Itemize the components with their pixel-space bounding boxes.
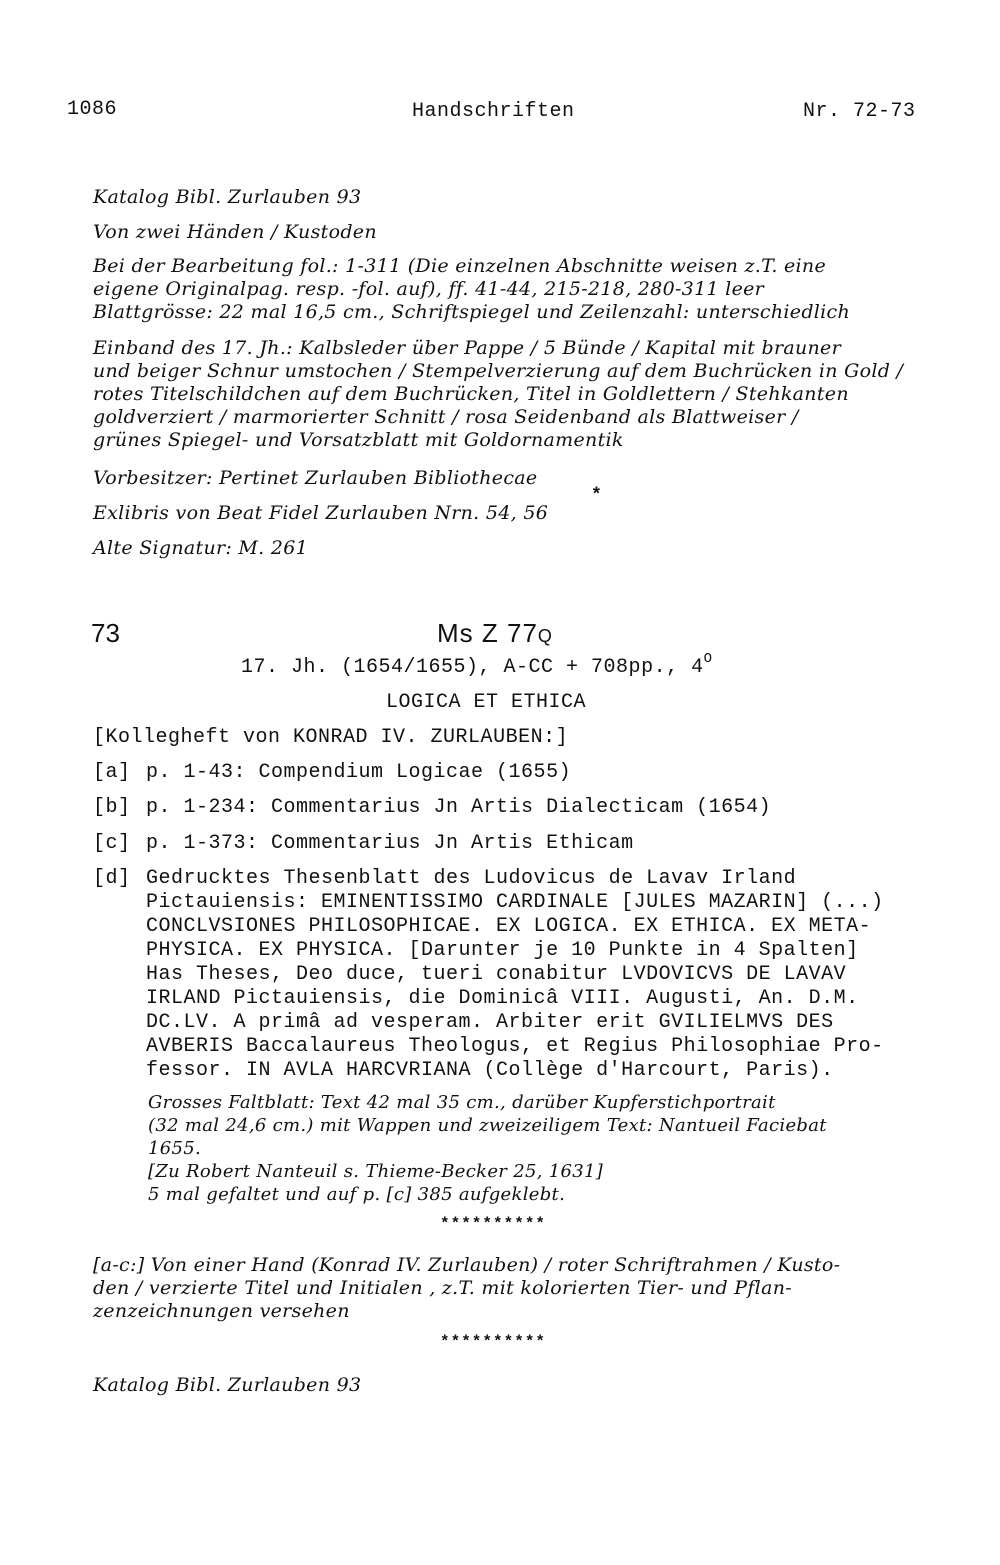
item-d-note [148,1091,827,1206]
prev-einband [93,337,903,452]
item-d-line: DC.LV. A primâ ad vesperam. Arbiter erit GVILIELMVS DES [146,1011,834,1034]
dating [241,651,713,679]
bearbeitung-line: Blattgrösse: 22 mal 16,5 cm., Schriftspiegel und Zeilenzahl: unterschiedlich [93,301,851,323]
einband-line: rotes Titelschildchen auf dem Buchrücken, Titel in Goldlettern / Stehkanten [93,383,849,405]
prev-vorbesitzer: Vorbesitzer: Pertinet Zurlauben Bibliothecae [93,467,538,489]
entry-title: LOGICA ET ETHICA [386,691,587,714]
item-label: [b] [93,796,131,819]
hand-description [93,1254,840,1323]
item-d-line: Pictauiensis: EMINENTISSIMO CARDINALE [JULES MAZARIN] (...) [146,891,884,914]
item-text: p. 1-234: Commentarius Jn Artis Dialecticam (1654) [146,796,772,819]
entry-range: Nr. 72-73 [803,100,916,123]
einband-line: goldverziert / marmorierter Schnitt / rosa Seidenband als Blattweiser / [93,406,799,428]
item-text: p. 1-373: Commentarius Jn Artis Ethicam [146,832,634,855]
einband-line: und beiger Schnur umstochen / Stempelverzierung auf dem Buchrücken in Gold / [93,360,904,382]
item-label: [d] [93,867,131,890]
item-text: p. 1-43: Compendium Logicae (1655) [146,761,572,784]
item-label: [a] [93,761,131,784]
note-line: 1655. [148,1138,202,1159]
item-d-line: CONCLVSIONES PHILOSOPHICAE. EX LOGICA. EX ETHICA. EX META- [146,915,872,938]
note-line: Grosses Faltblatt: Text 42 mal 35 cm., darüber Kupferstichportrait [148,1092,776,1113]
item-d-line: PHYSICA. EX PHYSICA. [Darunter je 10 Punkte in 4 Spalten] [146,939,859,962]
item-d-line: fessor. IN AVLA HARCVRIANA (Collège d'Harcourt, Paris). [146,1059,834,1082]
entry-katalog: Katalog Bibl. Zurlauben 93 [93,1374,362,1396]
dating-text: 17. Jh. (1654/1655), A-CC + 708pp., 4 [241,656,704,679]
bearbeitung-line: eigene Originalpag. resp. -fol. auf), ff. 41-44, 215-218, 280-311 leer [93,278,765,300]
page-number: 1086 [67,98,118,121]
item-d-line: AVBERIS Baccalaureus Theologus, et Regius Philosophiae Pro- [146,1035,884,1058]
shelfmark-suffix: Q [537,626,553,646]
prev-signatur: Alte Signatur: M. 261 [93,537,309,559]
einband-line: grünes Spiegel- und Vorsatzblatt mit Goldornamentik [93,429,624,451]
hand-line: den / verzierte Titel und Initialen , z.T. mit kolorierten Tier- und Pflan- [93,1277,792,1299]
format-superscript: O [703,651,713,667]
note-line: (32 mal 24,6 cm.) mit Wappen und zweizeiligem Text: Nantueil Faciebat [148,1115,827,1136]
entry-number: 73 [91,618,120,648]
exlibris-asterisk: * [591,486,603,506]
prev-haende: Von zwei Händen / Kustoden [93,221,377,243]
prev-exlibris: Exlibris von Beat Fidel Zurlauben Nrn. 54, 56 [93,502,549,524]
note-line: 5 mal gefaltet und auf p. [c] 385 aufgeklebt. [148,1184,566,1205]
einband-line: Einband des 17. Jh.: Kalbsleder über Pappe / 5 Bünde / Kapital mit brauner [93,337,841,359]
hand-line: [a-c:] Von einer Hand (Konrad IV. Zurlauben) / roter Schriftrahmen / Kusto- [93,1254,841,1276]
item-d-line: IRLAND Pictauiensis, die Dominicâ VIII. Augusti, An. D.M. [146,987,859,1010]
shelfmark [437,618,553,649]
hand-line: zenzeichnungen versehen [93,1300,350,1322]
note-line: [Zu Robert Nanteuil s. Thieme-Becker 25, 1631] [148,1161,604,1182]
running-title: Handschriften [412,100,575,123]
prev-katalog: Katalog Bibl. Zurlauben 93 [93,186,362,208]
item-d-line: Gedrucktes Thesenblatt des Ludovicus de Lavav Irland [146,867,797,890]
shelfmark-main: Ms Z 77 [437,618,538,648]
prev-bearbeitung [93,255,850,324]
separator-stars: ********** [440,1215,547,1233]
item-label: [c] [93,832,131,855]
separator-stars: ********** [440,1333,547,1351]
item-d-line: Has Theses, Deo duce, tueri conabitur LVDOVICVS DE LAVAV [146,963,847,986]
kollegheft: [Kollegheft von KONRAD IV. ZURLAUBEN:] [93,726,569,749]
item-d-text [146,867,884,1083]
bearbeitung-line: Bei der Bearbeitung fol.: 1-311 (Die einzelnen Abschnitte weisen z.T. eine [93,255,827,277]
